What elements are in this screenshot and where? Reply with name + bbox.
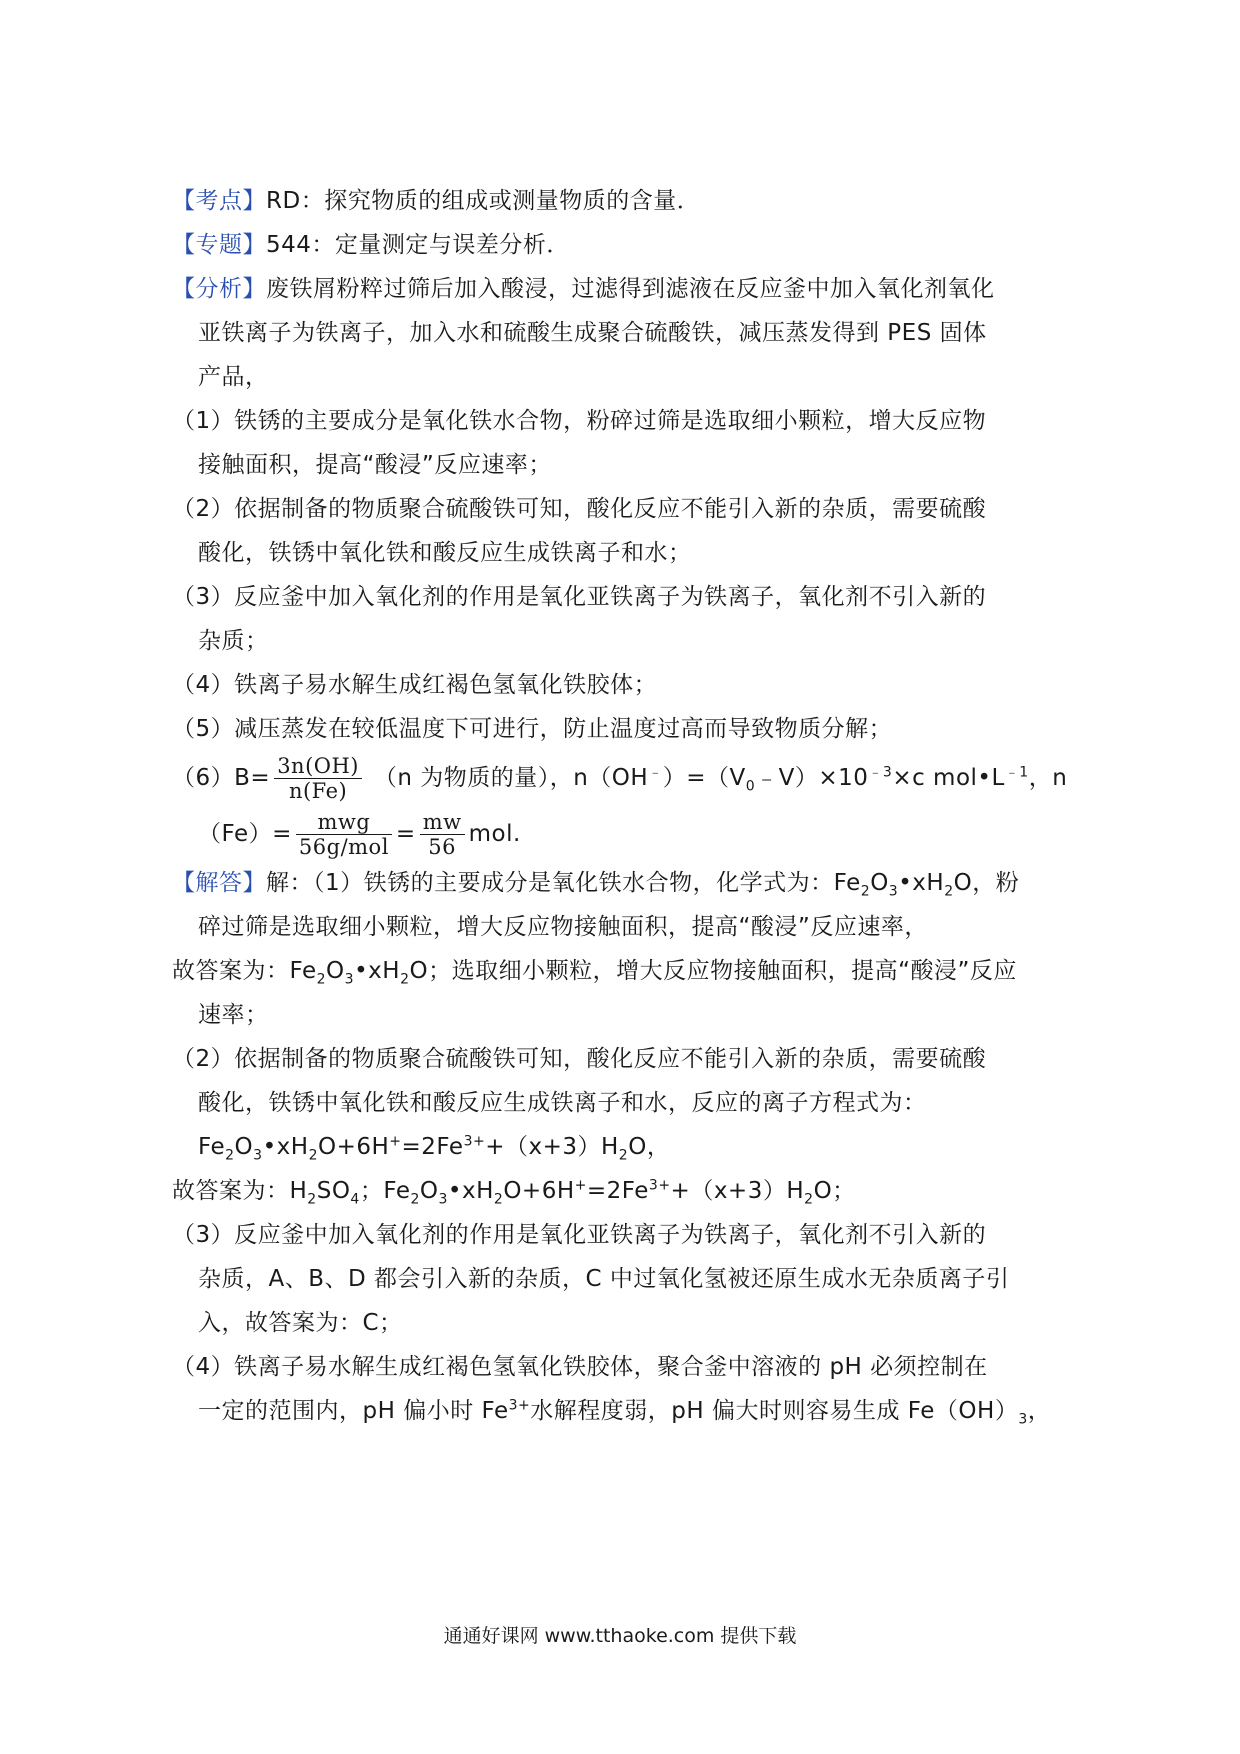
fenxi-line-2: 亚铁离子为铁离子，加入水和硫酸生成聚合硫酸铁，减压蒸发得到 PES 固体: [198, 320, 987, 346]
page-footer: 通通好课网 www.tthaoke.com 提供下载: [443, 1625, 797, 1647]
zhuanti-tag: 【专题】: [172, 232, 266, 258]
jieda-p3-line-3: 入，故答案为：C；: [198, 1310, 403, 1336]
fenxi-tag: 【分析】: [172, 276, 266, 302]
jieda-p3-line-1: （3）反应釜中加入氧化剂的作用是氧化亚铁离子为铁离子，氧化剂不引入新的: [172, 1222, 987, 1248]
fenxi-p3-line-2: 杂质；: [198, 628, 269, 654]
jieda-p3-line-2: 杂质，A、B、D 都会引入新的杂质，C 中过氧化氢被还原生成水无杂质离子引: [198, 1266, 1010, 1292]
jieda-p4-line-1: （4）铁离子易水解生成红褐色氢氧化铁胶体，聚合釜中溶液的 pH 必须控制在: [172, 1354, 988, 1380]
jieda-p2-line-2: 酸化，铁锈中氧化铁和酸反应生成铁离子和水，反应的离子方程式为：: [198, 1090, 927, 1116]
fenxi-p1-line-1: （1）铁锈的主要成分是氧化铁水合物，粉碎过筛是选取细小颗粒，增大反应物: [172, 408, 987, 434]
fenxi-p4: （4）铁离子易水解生成红褐色氢氧化铁胶体；: [172, 672, 658, 698]
zhuanti-text: 544：定量测定与误差分析．: [266, 232, 570, 258]
kaodian-line: [172, 186, 700, 216]
answer-1-line-2: 速率；: [198, 1002, 269, 1028]
fenxi-line-3: 产品，: [198, 364, 269, 390]
fenxi-p1-line-2: 接触面积，提高“酸浸”反应速率；: [198, 452, 552, 478]
b-fraction: $\frac{3n(OH)}{n(Fe)}$: [274, 754, 362, 803]
kaodian-text: RD：探究物质的组成或测量物质的含量．: [266, 188, 701, 214]
fenxi-p2-line-1: （2）依据制备的物质聚合硫酸铁可知，酸化反应不能引入新的杂质，需要硫酸: [172, 496, 987, 522]
mol-fraction: $\frac{mw}{56}$: [420, 810, 465, 859]
jieda-p2-line-1: （2）依据制备的物质聚合硫酸铁可知，酸化反应不能引入新的杂质，需要硫酸: [172, 1046, 987, 1072]
fenxi-p5: （5）减压蒸发在较低温度下可进行，防止温度过高而导致物质分解；: [172, 716, 893, 742]
jieda-p4-line-2: 一定的范围内，pH 偏小时 $Fe^{3+}$水解程度弱，pH 偏大时则容易生成 $Fe(OH)_3$，: [198, 1397, 1052, 1428]
jieda-tag: 【解答】: [172, 870, 266, 896]
fenxi-p2-line-2: 酸化，铁锈中氧化铁和酸反应生成铁离子和水；: [198, 540, 692, 566]
kaodian-tag: 【考点】: [172, 188, 266, 214]
fenxi-p6-line-1: （6）B= $\frac{3n(OH)}{n(Fe)}$ （n 为物质的量），$n(OH^﹣)=(V_0﹣V)\times 10^{﹣3}\times c$ $mol•L^{﹣1}$，n: [172, 754, 1068, 803]
answer-2: 故答案为：$H_2SO_4$；$Fe_2O_3•xH_2O+6H^+=2Fe^{3+}+(x+3)H_2O$；: [172, 1177, 856, 1208]
mass-fraction: $\frac{\text{mwg}}{\text{56g/mol}}$: [296, 810, 392, 859]
fenxi-p6-line-2: （Fe）= $\frac{\text{mwg}}{\text{56g/mol}}$ = $\frac{mw}{56}$ mol.: [198, 810, 521, 859]
answer-1-line-1: 故答案为：$Fe_2O_3•xH_2O$；选取细小颗粒，增大反应物接触面积，提高“酸浸”反应: [172, 958, 1017, 988]
fenxi-line-1: 【分析】废铁屑粉粹过筛后加入酸浸，过滤得到滤液在反应釜中加入氧化剂氧化: [172, 276, 995, 302]
zhuanti-line: [172, 230, 570, 260]
jieda-line-1: 【解答】解：（1）铁锈的主要成分是氧化铁水合物，化学式为：$Fe_2O_3•xH_2O$，粉: [172, 870, 1020, 900]
ionic-equation: $Fe_2O_3•xH_2O+6H^+=2Fe^{3+}+(x+3)H_2O$，: [198, 1133, 671, 1164]
fenxi-p3-line-1: （3）反应釜中加入氧化剂的作用是氧化亚铁离子为铁离子，氧化剂不引入新的: [172, 584, 987, 610]
jieda-line-2: 碎过筛是选取细小颗粒，增大反应物接触面积，提高“酸浸”反应速率，: [198, 914, 928, 940]
